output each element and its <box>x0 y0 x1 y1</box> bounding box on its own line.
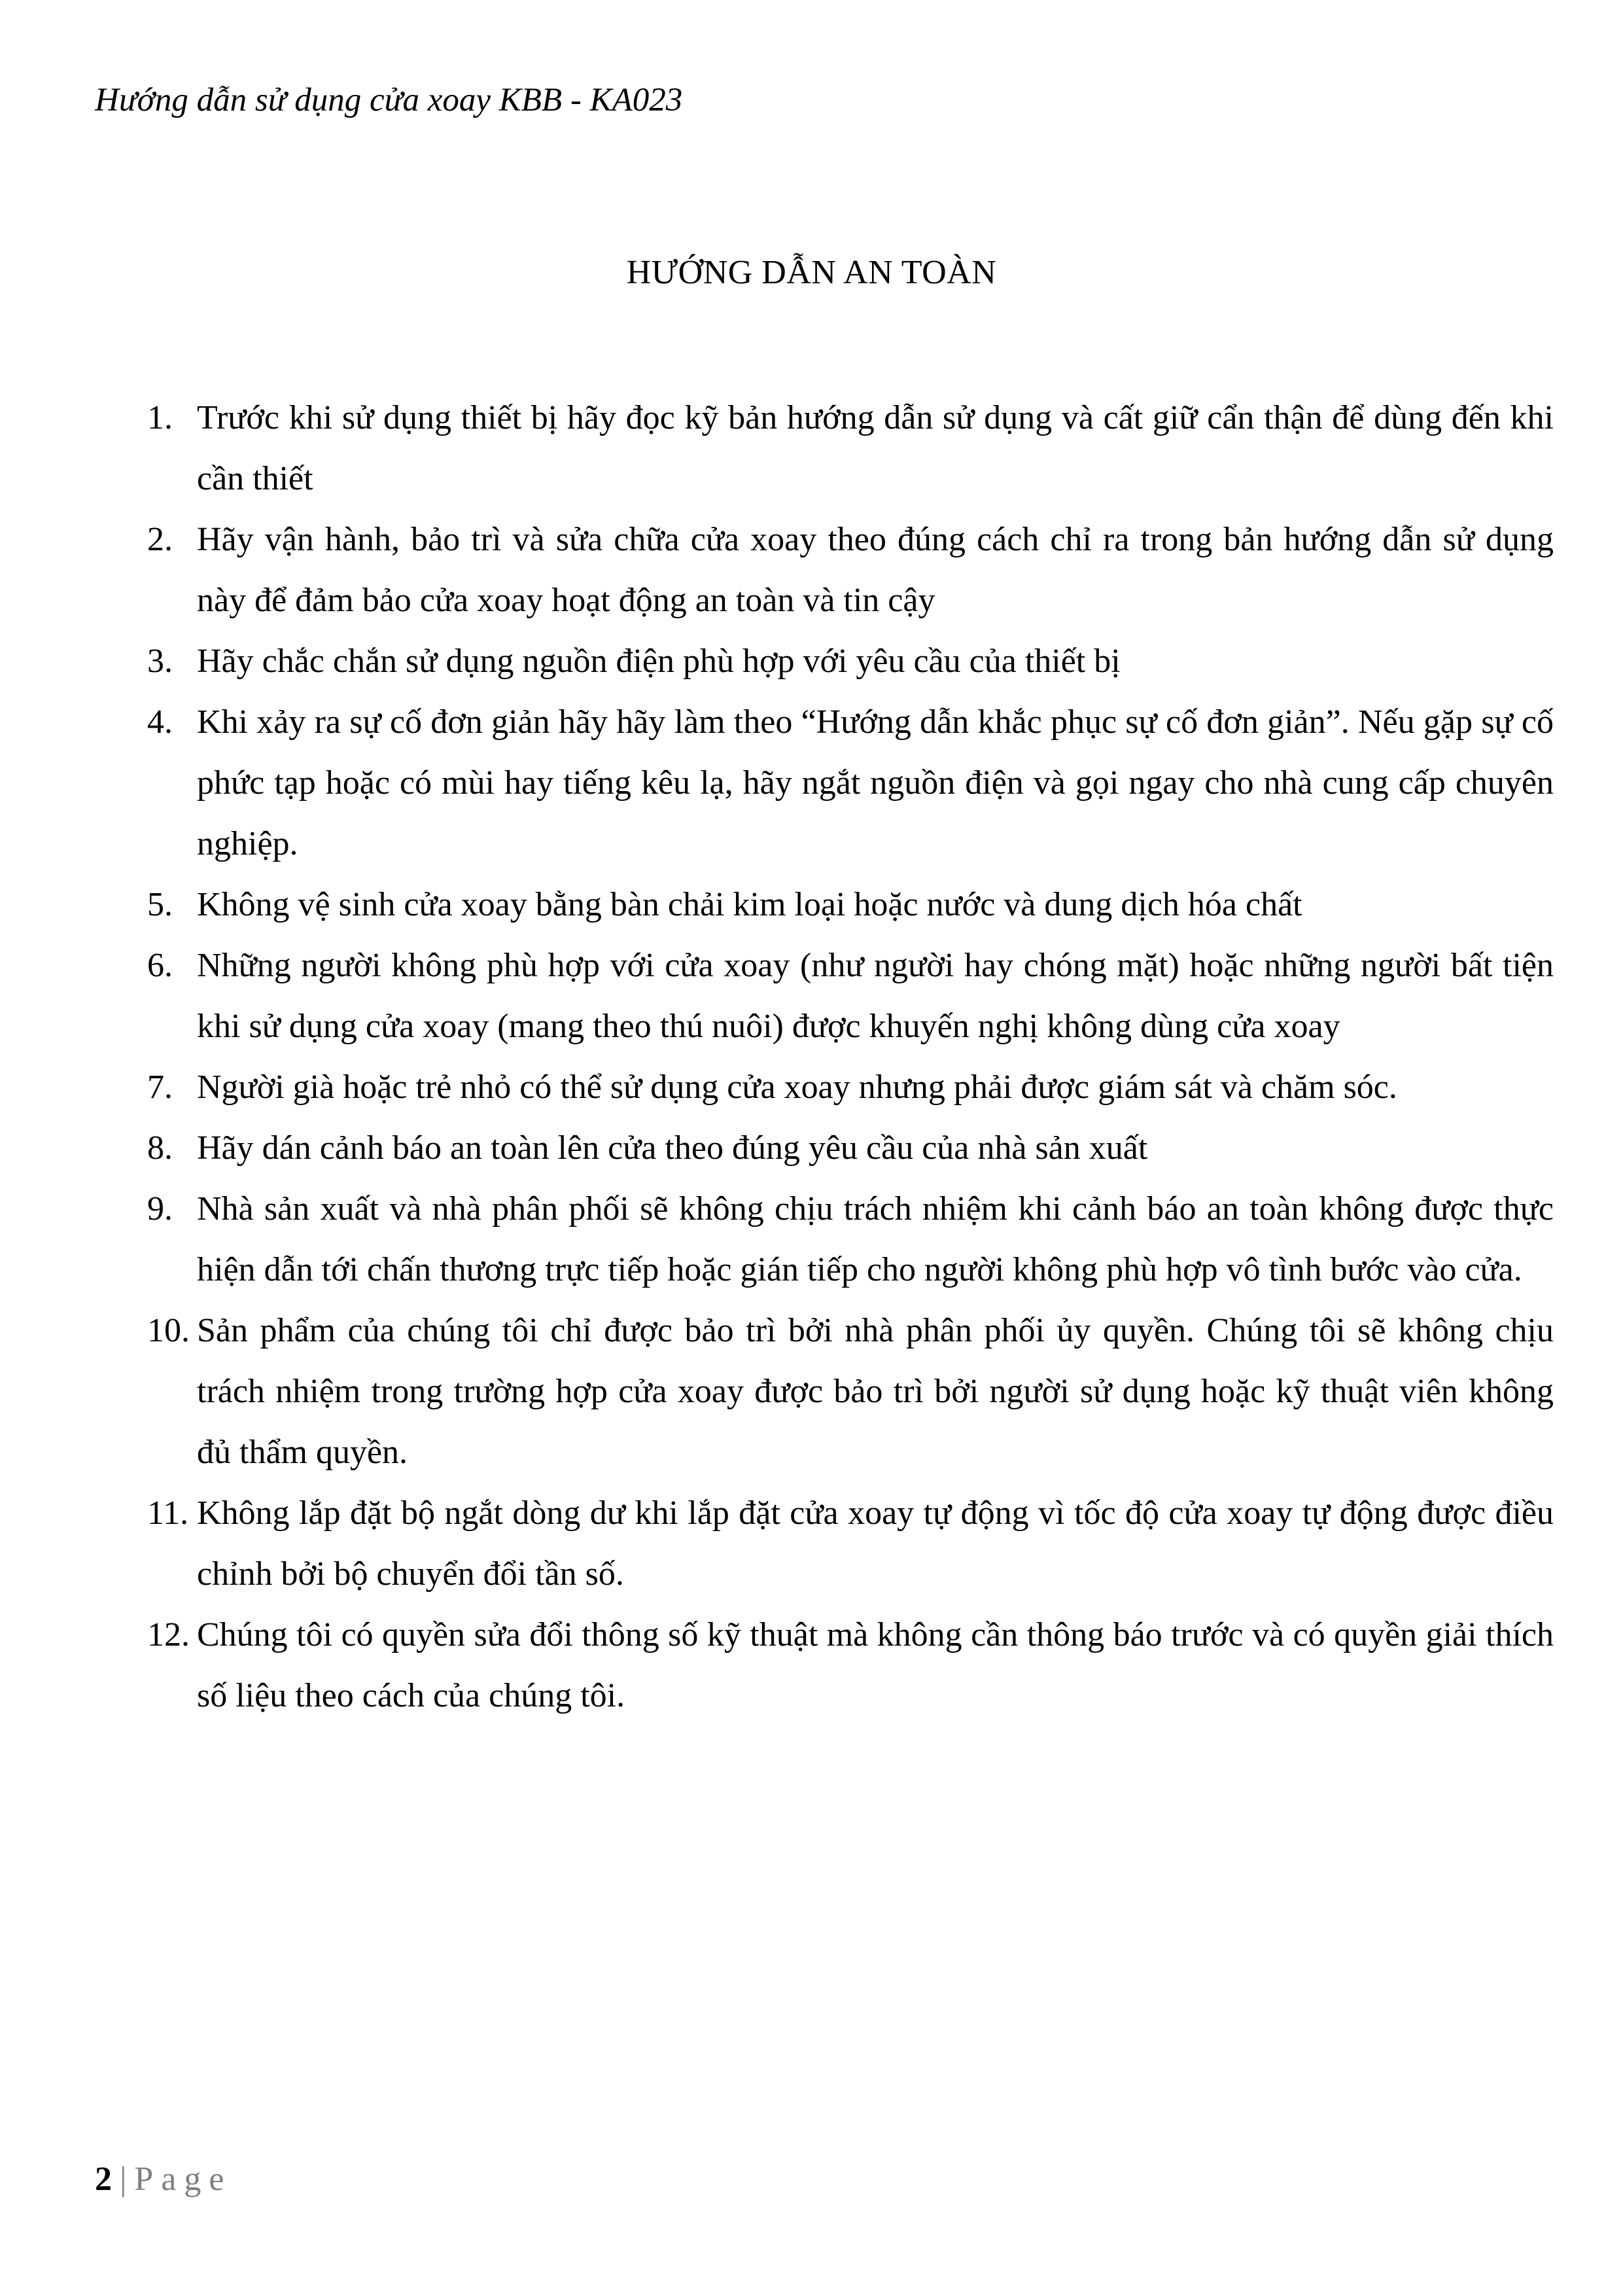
page-label: Page <box>134 2161 232 2198</box>
rule-number: 11. <box>147 1494 189 1532</box>
safety-rules-list <box>147 387 1554 1726</box>
rule-item-9 <box>147 1178 1554 1300</box>
rule-item-2 <box>147 509 1554 631</box>
rule-number: 7. <box>147 1069 173 1106</box>
rule-text: Chúng tôi có quyền sửa đổi thông số kỹ thuật mà không cần thông báo trước và có quyền giải thích số liệu theo cách của chúng tôi. <box>197 1616 1554 1714</box>
rule-number: 4. <box>147 703 173 741</box>
page-title: HƯỚNG DẪN AN TOÀN <box>626 254 997 291</box>
rule-number: 3. <box>147 643 173 680</box>
rule-text: Người già hoặc trẻ nhỏ có thể sử dụng cửa xoay nhưng phải được giám sát và chăm sóc. <box>197 1069 1397 1106</box>
rule-number: 1. <box>147 399 173 436</box>
rule-item-11 <box>147 1483 1554 1604</box>
rule-item-7 <box>147 1057 1554 1118</box>
rule-text: Hãy vận hành, bảo trì và sửa chữa cửa xoay theo đúng cách chỉ ra trong bản hướng dẫn sử dụng này để đảm bảo cửa xoay hoạt động an toàn và tin cậy <box>197 521 1554 619</box>
rule-item-4 <box>147 692 1554 874</box>
rule-number: 10. <box>147 1312 190 1349</box>
rule-item-1 <box>147 387 1554 509</box>
rule-item-10 <box>147 1300 1554 1483</box>
rule-text: Trước khi sử dụng thiết bị hãy đọc kỹ bản hướng dẫn sử dụng và cất giữ cẩn thận để dùng đến khi cần thiết <box>197 399 1554 497</box>
rule-number: 12. <box>147 1616 190 1653</box>
rule-text: Hãy chắc chắn sử dụng nguồn điện phù hợp với yêu cầu của thiết bị <box>197 643 1121 680</box>
rule-number: 2. <box>147 521 173 558</box>
rule-text: Nhà sản xuất và nhà phân phối sẽ không chịu trách nhiệm khi cảnh báo an toàn không được thực hiện dẫn tới chấn thương trực tiếp hoặc gián tiếp cho người không phù hợp vô tình bước vào cửa. <box>197 1190 1554 1288</box>
page-footer <box>95 2157 232 2202</box>
rule-text: Khi xảy ra sự cố đơn giản hãy hãy làm theo “Hướng dẫn khắc phục sự cố đơn giản”. Nếu gặp sự cố phức tạp hoặc có mùi hay tiếng kêu lạ, hãy ngắt nguồn điện và gọi ngay cho nhà cung cấp chuyên nghiệp. <box>197 703 1554 862</box>
rule-number: 8. <box>147 1129 173 1167</box>
rule-text: Hãy dán cảnh báo an toàn lên cửa theo đúng yêu cầu của nhà sản xuất <box>197 1129 1148 1167</box>
rule-text: Không lắp đặt bộ ngắt dòng dư khi lắp đặt cửa xoay tự động vì tốc độ cửa xoay tự động được điều chỉnh bởi bộ chuyển đổi tần số. <box>197 1494 1554 1593</box>
rule-item-12 <box>147 1604 1554 1726</box>
rule-number: 6. <box>147 947 173 984</box>
rule-number: 5. <box>147 886 173 923</box>
rule-number: 9. <box>147 1190 173 1227</box>
rule-item-8 <box>147 1118 1554 1178</box>
rule-item-5 <box>147 874 1554 935</box>
rule-text: Những người không phù hợp với cửa xoay (như người hay chóng mặt) hoặc những người bất tiện khi sử dụng cửa xoay (mang theo thú nuôi) được khuyến nghị không dùng cửa xoay <box>197 947 1554 1045</box>
rule-item-6 <box>147 935 1554 1057</box>
page-number: 2 <box>95 2161 112 2198</box>
rule-item-3 <box>147 631 1554 692</box>
footer-separator: | <box>120 2161 127 2198</box>
running-header: Hướng dẫn sử dụng cửa xoay KBB - KA023 <box>95 82 683 118</box>
rule-text: Sản phẩm của chúng tôi chỉ được bảo trì bởi nhà phân phối ủy quyền. Chúng tôi sẽ không chịu trách nhiệm trong trường hợp cửa xoay được bảo trì bởi người sử dụng hoặc kỹ thuật viên không đủ thẩm quyền. <box>197 1312 1554 1471</box>
rule-text: Không vệ sinh cửa xoay bằng bàn chải kim loại hoặc nước và dung dịch hóa chất <box>197 886 1302 923</box>
